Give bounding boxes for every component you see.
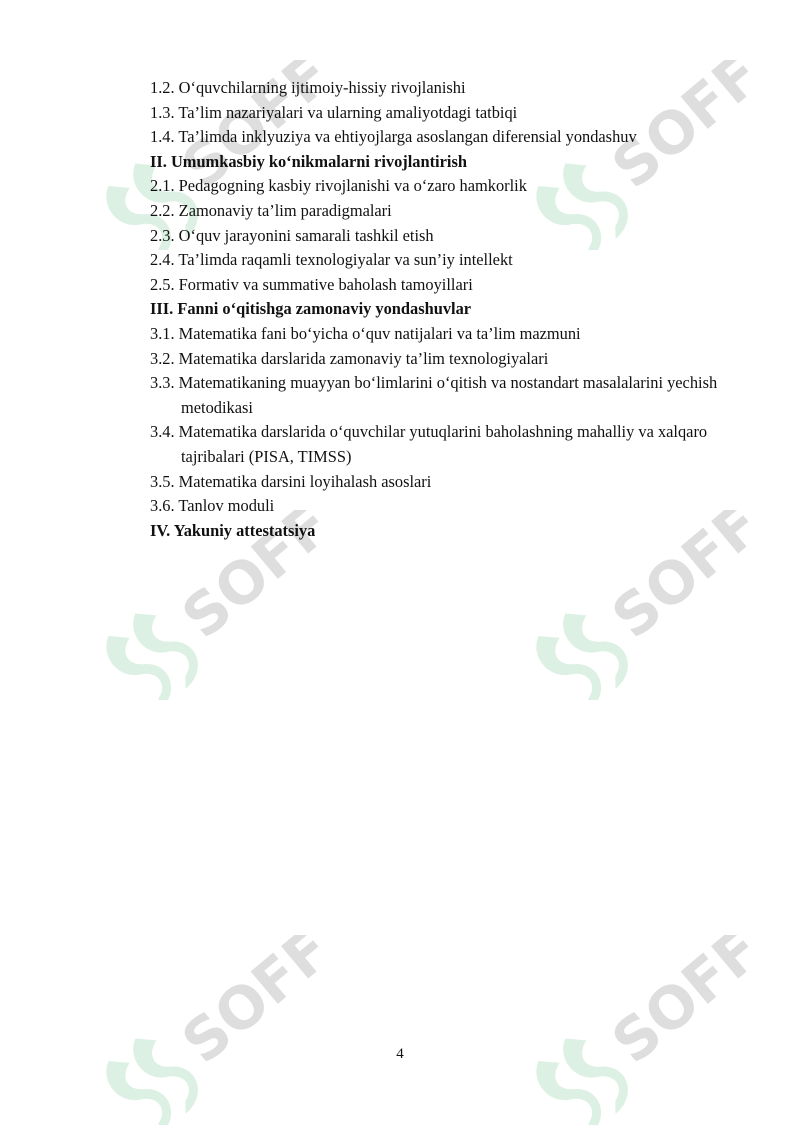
toc-item: 3.2. Matematika darslarida zamonaviy ta’lim texnologiyalari: [150, 348, 549, 368]
toc-item: 1.2. O‘quvchilarning ijtimoiy-hissiy rivojlanishi: [150, 78, 466, 97]
toc-item: 2.5. Formativ va summative baholash tamoyillari: [150, 274, 473, 294]
toc-item: 3.4. Matematika darslarida o‘quvchilar yutuqlarini baholashning mahalliy va xalqaro tajribalari (PISA, TIMSS): [150, 422, 708, 466]
table-of-contents: [150, 76, 750, 543]
toc-item: 2.2. Zamonaviy ta’lim paradigmalari: [150, 200, 392, 220]
soff-watermark-icon: [70, 935, 330, 1125]
soff-watermark-icon: [500, 935, 760, 1125]
toc-item: 2.4. Ta’limda raqamli texnologiyalar va sun’iy intellekt: [150, 250, 513, 270]
toc-item: 1.4. Ta’limda inklyuziya va ehtiyojlarga asoslangan diferensial yondashuv: [150, 127, 637, 147]
toc-item: 2.3. O‘quv jarayonini samarali tashkil etish: [150, 225, 434, 245]
toc-section-heading: III. Fanni o‘qitishga zamonaviy yondashuvlar: [150, 299, 472, 319]
toc-item: 3.5. Matematika darsini loyihalash asoslari: [150, 471, 432, 491]
page-number: 4: [396, 1046, 404, 1062]
toc-section-heading: IV. Yakuniy attestatsiya: [150, 520, 316, 540]
toc-item: 3.1. Matematika fani bo‘yicha o‘quv natijalari va ta’lim mazmuni: [150, 323, 581, 343]
toc-item: 3.3. Matematikaning muayyan bo‘limlarini o‘qitish va nostandart masalalarini yechish metodikasi: [150, 373, 718, 417]
toc-item: 3.6. Tanlov moduli: [150, 496, 275, 516]
toc-item: 1.3. Ta’lim nazariyalari va ularning amaliyotdagi tatbiqi: [150, 102, 518, 122]
toc-item: 2.1. Pedagogning kasbiy rivojlanishi va o‘zaro hamkorlik: [150, 176, 527, 196]
toc-section-heading: II. Umumkasbiy ko‘nikmalarni rivojlantirish: [150, 151, 467, 171]
